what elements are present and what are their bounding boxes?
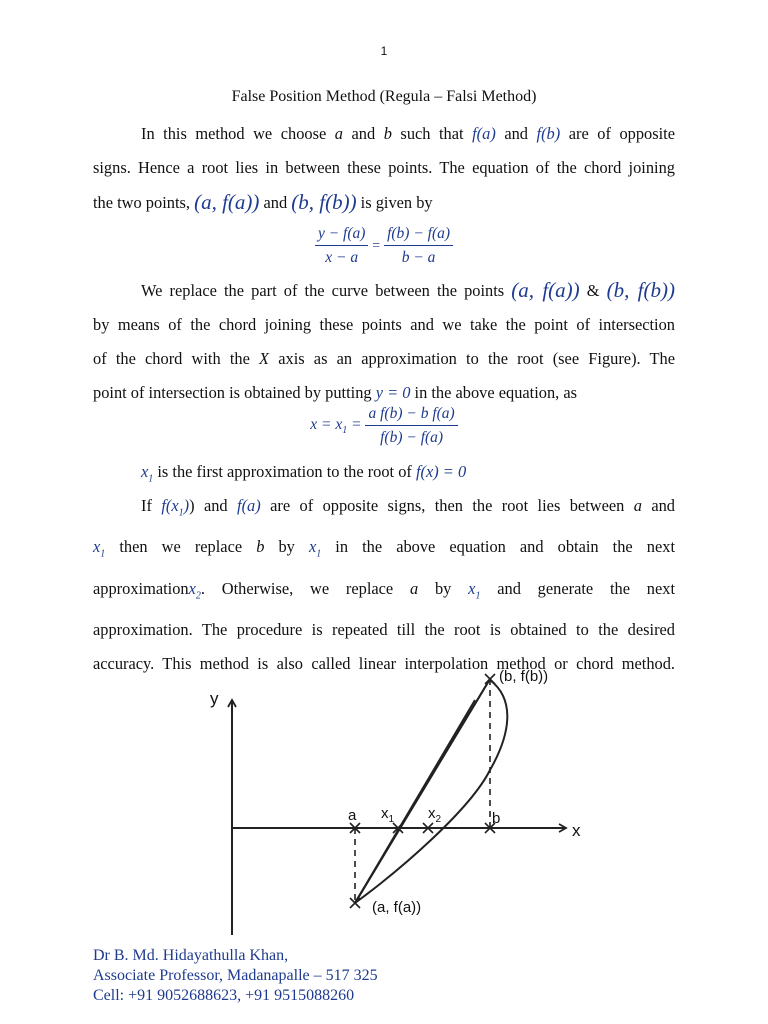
chord-equation: $\frac{y - f(a)}{x - a}$ = $\frac{f(b) - f(a)}{b - a}$ — [0, 224, 768, 268]
page-number: 1 — [380, 44, 388, 58]
chord-b — [355, 700, 475, 903]
a-label: a — [348, 807, 357, 824]
iteration-line-3: approximationx$_2$. Otherwise, we replace a by $x_1$ and generate the next — [93, 578, 675, 601]
iteration-line-4: approximation. The procedure is repeated till the root is obtained to the desired — [93, 619, 675, 639]
author-title: Associate Professor, Madanapalle – 517 325 — [93, 967, 378, 984]
author-contact: Cell: +91 9052688623, +91 9515088260 — [93, 987, 355, 1004]
function-curve — [355, 680, 507, 903]
page-title: False Position Method (Regula – Falsi Method) — [231, 88, 537, 105]
chord-line-3: of the chord with the X axis as an approximation to the root (see Figure). The — [93, 349, 675, 368]
b-label: b — [492, 810, 501, 827]
point-b-label: (b, f(b)) — [499, 668, 549, 685]
author-footer — [93, 946, 378, 1006]
intro-line-2: signs. Hence a root lies in between these points. The equation of the chord joining — [93, 158, 675, 177]
x-axis-label: x — [572, 821, 581, 840]
intersection-equation: $x = x_1$ = $\frac{\text{a f(b) − b f(a)}}{f(b) - f(a)}$ — [0, 404, 768, 448]
first-approx-line: $x_1$ is the first approximation to the root of f(x) = 0 — [141, 462, 467, 485]
iteration-line-2: $x_1$ then we replace b by $x_1$ in the above equation and obtain the next — [93, 537, 675, 560]
eq1-rhs: $\frac{f(b) - f(a)}{b - a}$ — [384, 224, 453, 268]
chord-line-1: We replace the part of the curve between the points (a, f(a)) & (b, f(b)) — [141, 278, 675, 302]
eq1-lhs: $\frac{y - f(a)}{x - a}$ — [315, 224, 368, 268]
chord-line-4: point of intersection is obtained by putting y = 0 in the above equation, as — [93, 383, 578, 402]
x2-label: $x_2$ — [428, 805, 442, 825]
author-name: Dr B. Md. Hidayathulla Khan, — [93, 947, 289, 964]
eq2-fraction: $\frac{\text{a f(b) − b f(a)}}{f(b) - f(a)}$ — [365, 404, 457, 448]
intro-line-3: the two points, (a, f(a)) and (b, f(b)) is given by — [93, 190, 433, 214]
point-a-label: (a, f(a)) — [372, 899, 422, 916]
intro-line-1: In this method we choose a and b such that f(a) and f(b) are of opposite — [141, 124, 675, 143]
y-axis-label: y — [210, 689, 219, 708]
iteration-line-5: accuracy. This method is also called linear interpolation method or chord method. — [93, 653, 675, 673]
iteration-line-1: If $f(x_1)$) and f(a) are of opposite signs, then the root lies between a and — [141, 496, 676, 519]
chord-line-2: by means of the chord joining these points and we take the point of intersection — [93, 315, 675, 334]
x1-label: $x_1$ — [381, 805, 395, 825]
